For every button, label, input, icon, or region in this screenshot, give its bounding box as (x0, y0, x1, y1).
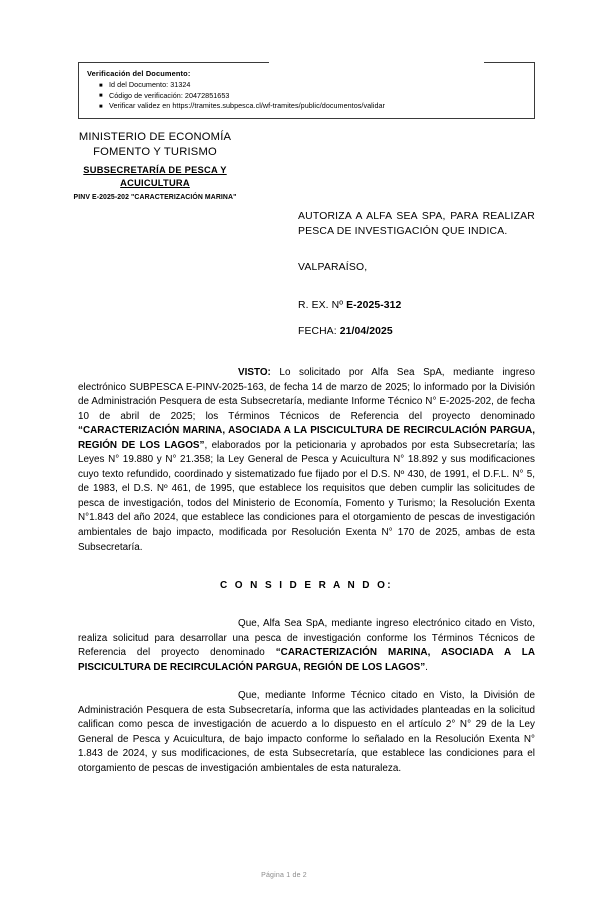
resolution-number-line (298, 298, 535, 313)
considerando-heading: C O N S I D E R A N D O: (220, 580, 393, 592)
verification-item-label: Id del Documento: 31324 (109, 80, 191, 89)
subsecretaria-name-line1: SUBSECRETARÍA DE PESCA Y (83, 165, 227, 175)
letterhead (40, 130, 270, 203)
project-code-label: PINV E-2025-202 "CARACTERIZACIÓN MARINA" (73, 194, 237, 201)
resolution-date-value: 21/04/2025 (339, 325, 393, 337)
verification-item-label: Verificar validez en https://tramites.subpesca.cl/wf-tramites/public/documentos/validar (109, 101, 385, 111)
resolution-subject: AUTORIZA A ALFA SEA SPA, PARA REALIZAR PESCA DE INVESTIGACIÓN QUE INDICA. (298, 211, 535, 237)
considerando-1-project-title: “CARACTERIZACIÓN MARINA, ASOCIADA A LA PISCICULTURA DE RECIRCULACIÓN PARGUA, REGIÓN DE LOS LAGOS” (78, 647, 535, 673)
verification-title: Verificación del Documento: (87, 69, 191, 78)
page-footer: Página 1 de 2 (261, 872, 307, 879)
subsecretaria-name-line2: ACUICULTURA (120, 177, 190, 188)
bullet-icon: ■ (99, 82, 103, 89)
visto-project-title: “CARACTERIZACIÓN MARINA, ASOCIADA A LA PISCICULTURA DE RECIRCULACIÓN PARGUA, REGIÓN DE LOS LAGOS” (78, 425, 535, 451)
visto-label: VISTO: (238, 367, 271, 378)
verification-item-url (99, 101, 528, 112)
ministry-name-line2: FOMENTO Y TURISMO (93, 145, 217, 158)
resolution-date-line (298, 324, 535, 339)
resolution-number-value: E-2025-312 (346, 299, 402, 311)
resolution-header (298, 210, 535, 339)
verification-item-code (99, 90, 528, 102)
visto-paragraph (78, 366, 535, 555)
visto-text-part1: Lo solicitado por Alfa Sea SpA, mediante ingreso electrónico SUBPESCA E-PINV-2025-163, de fecha 14 de marzo de 2025; lo informado por la División de Administración Pesquera de esta Subsecretaría, mediante Informe Técnico N° E-2025-202, de fecha 10 de abril de 2025; los Términos Técnicos de Referencia del proyecto denominado (78, 367, 535, 422)
document-verification-box (78, 62, 535, 119)
bullet-icon: ■ (99, 103, 103, 110)
considerando-2-text: Que, mediante Informe Técnico citado en Visto, la División de Administración Pesquera de esta Subsecretaría, informa que las actividades planteadas en la solicitud califican como pesca de investigación de acuerdo a lo dispuesto en el artículo 2° N° 29 de la Ley General de Pesca y Acuicultura, de bajo impacto conforme lo señalado en la Resolución Exenta N° 1.843 de 2024, y sus modificaciones, de esta Subsecretaría, que establece las condiciones para el otorgamiento de pescas de investigación ambientales de esta naturaleza. (78, 690, 535, 775)
spacer (78, 675, 535, 689)
spacer (78, 591, 535, 617)
document-body (78, 366, 535, 777)
verification-list (87, 80, 528, 112)
considerando-1-text-part1: Que, Alfa Sea SpA, mediante ingreso electrónico citado en Visto, realiza solicitud para desarrollar una pesca de investigación conforme los Términos Técnicos de Referencia del proyecto denominado (78, 618, 535, 659)
considerando-paragraph-2 (78, 689, 535, 776)
considerando-paragraph-1 (78, 617, 535, 675)
resolution-date-label: FECHA: (298, 325, 340, 337)
verification-item-label: Código de verificación: 20472851653 (109, 90, 230, 100)
visto-text-part2: , elaborados por la peticionaria y aprobados por esta Subsecretaría; las Leyes N° 19.880 y N° 21.358; la Ley General de Pesca y Acuicultura N° 18.892 y sus modificaciones cuyo texto refundido, coordinado y sistematizado fue fijado por el D.S. Nº 430, de 1991, el D.F.L. N° 5, de 1983, el D.S. Nº 461, de 1995, que establece los requisitos que deben cumplir las solicitudes de pesca de investigación, todos del Ministerio de Economía, Fomento y Turismo; la Resolución Exenta N°1.843 del año 2024, que establece las condiciones para el otorgamiento de pescas de investigación ambientales de bajo impacto, modificada por Resolución Exenta N° 170 de 2025, ambas de esta Subsecretaría. (78, 439, 535, 553)
resolution-city: VALPARAÍSO, (298, 262, 368, 274)
resolution-number-label: R. EX. Nº (298, 299, 347, 311)
ministry-name-line1: MINISTERIO DE ECONOMÍA (78, 131, 232, 143)
bullet-icon: ■ (99, 93, 103, 100)
verification-item-document-id (99, 80, 528, 91)
considerando-1-text-part2: . (425, 661, 428, 673)
